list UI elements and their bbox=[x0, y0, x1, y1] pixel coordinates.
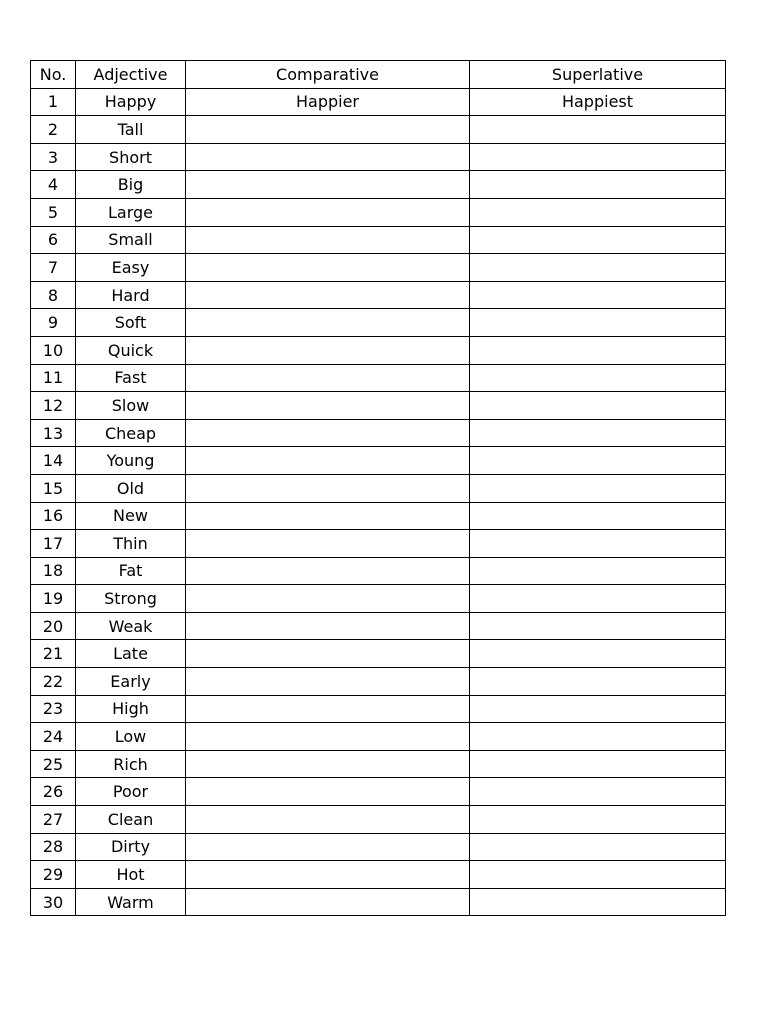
adjective-cell: Soft bbox=[76, 309, 186, 337]
adjective-cell: Dirty bbox=[76, 833, 186, 861]
table-header-row bbox=[31, 61, 726, 89]
comparative-answer-cell[interactable] bbox=[186, 419, 470, 447]
table-row bbox=[31, 198, 726, 226]
table-row bbox=[31, 419, 726, 447]
superlative-answer-cell[interactable] bbox=[470, 888, 726, 916]
comparative-answer-cell[interactable]: Happier bbox=[186, 88, 470, 116]
row-number-cell: 9 bbox=[31, 309, 76, 337]
comparative-answer-cell[interactable] bbox=[186, 640, 470, 668]
superlative-answer-cell[interactable] bbox=[470, 778, 726, 806]
superlative-answer-cell[interactable] bbox=[470, 806, 726, 834]
comparative-answer-cell[interactable] bbox=[186, 116, 470, 144]
superlative-answer-cell[interactable] bbox=[470, 392, 726, 420]
comparative-answer-cell[interactable] bbox=[186, 888, 470, 916]
comparative-answer-cell[interactable] bbox=[186, 226, 470, 254]
comparative-answer-cell[interactable] bbox=[186, 143, 470, 171]
comparative-answer-cell[interactable] bbox=[186, 392, 470, 420]
comparative-answer-cell[interactable] bbox=[186, 612, 470, 640]
comparative-answer-cell[interactable] bbox=[186, 336, 470, 364]
table-row bbox=[31, 806, 726, 834]
comparative-answer-cell[interactable] bbox=[186, 171, 470, 199]
comparative-answer-cell[interactable] bbox=[186, 723, 470, 751]
table-row bbox=[31, 750, 726, 778]
header-comparative: Comparative bbox=[186, 61, 470, 89]
superlative-answer-cell[interactable] bbox=[470, 254, 726, 282]
comparative-answer-cell[interactable] bbox=[186, 198, 470, 226]
superlative-answer-cell[interactable]: Happiest bbox=[470, 88, 726, 116]
comparative-answer-cell[interactable] bbox=[186, 530, 470, 558]
adjective-cell: New bbox=[76, 502, 186, 530]
row-number-cell: 6 bbox=[31, 226, 76, 254]
adjective-cell: Weak bbox=[76, 612, 186, 640]
table-row bbox=[31, 695, 726, 723]
table-row bbox=[31, 612, 726, 640]
comparative-answer-cell[interactable] bbox=[186, 668, 470, 696]
table-row bbox=[31, 833, 726, 861]
comparative-answer-cell[interactable] bbox=[186, 447, 470, 475]
table-row bbox=[31, 336, 726, 364]
adjective-cell: Happy bbox=[76, 88, 186, 116]
adjective-worksheet-table bbox=[30, 60, 726, 916]
comparative-answer-cell[interactable] bbox=[186, 833, 470, 861]
superlative-answer-cell[interactable] bbox=[470, 612, 726, 640]
superlative-answer-cell[interactable] bbox=[470, 833, 726, 861]
row-number-cell: 30 bbox=[31, 888, 76, 916]
superlative-answer-cell[interactable] bbox=[470, 336, 726, 364]
row-number-cell: 2 bbox=[31, 116, 76, 144]
superlative-answer-cell[interactable] bbox=[470, 640, 726, 668]
adjective-cell: Slow bbox=[76, 392, 186, 420]
superlative-answer-cell[interactable] bbox=[470, 695, 726, 723]
adjective-cell: Short bbox=[76, 143, 186, 171]
table-row bbox=[31, 723, 726, 751]
header-no: No. bbox=[31, 61, 76, 89]
table-row bbox=[31, 254, 726, 282]
row-number-cell: 27 bbox=[31, 806, 76, 834]
row-number-cell: 3 bbox=[31, 143, 76, 171]
table-row bbox=[31, 474, 726, 502]
adjective-cell: Thin bbox=[76, 530, 186, 558]
row-number-cell: 12 bbox=[31, 392, 76, 420]
adjective-cell: Quick bbox=[76, 336, 186, 364]
superlative-answer-cell[interactable] bbox=[470, 447, 726, 475]
adjective-cell: Hot bbox=[76, 861, 186, 889]
row-number-cell: 16 bbox=[31, 502, 76, 530]
row-number-cell: 23 bbox=[31, 695, 76, 723]
superlative-answer-cell[interactable] bbox=[470, 723, 726, 751]
table-body bbox=[31, 88, 726, 916]
superlative-answer-cell[interactable] bbox=[470, 750, 726, 778]
row-number-cell: 13 bbox=[31, 419, 76, 447]
table-row bbox=[31, 888, 726, 916]
row-number-cell: 14 bbox=[31, 447, 76, 475]
table-row bbox=[31, 557, 726, 585]
comparative-answer-cell[interactable] bbox=[186, 585, 470, 613]
adjective-cell: Low bbox=[76, 723, 186, 751]
table-row bbox=[31, 668, 726, 696]
adjective-cell: Late bbox=[76, 640, 186, 668]
table-row bbox=[31, 392, 726, 420]
header-superlative: Superlative bbox=[470, 61, 726, 89]
adjective-cell: Strong bbox=[76, 585, 186, 613]
adjective-cell: Early bbox=[76, 668, 186, 696]
superlative-answer-cell[interactable] bbox=[470, 116, 726, 144]
row-number-cell: 26 bbox=[31, 778, 76, 806]
superlative-answer-cell[interactable] bbox=[470, 557, 726, 585]
table-row bbox=[31, 88, 726, 116]
row-number-cell: 18 bbox=[31, 557, 76, 585]
adjective-cell: Clean bbox=[76, 806, 186, 834]
comparative-answer-cell[interactable] bbox=[186, 861, 470, 889]
row-number-cell: 25 bbox=[31, 750, 76, 778]
superlative-answer-cell[interactable] bbox=[470, 198, 726, 226]
adjective-cell: Tall bbox=[76, 116, 186, 144]
row-number-cell: 28 bbox=[31, 833, 76, 861]
comparative-answer-cell[interactable] bbox=[186, 364, 470, 392]
comparative-answer-cell[interactable] bbox=[186, 254, 470, 282]
adjective-cell: Easy bbox=[76, 254, 186, 282]
adjective-cell: Hard bbox=[76, 281, 186, 309]
row-number-cell: 1 bbox=[31, 88, 76, 116]
superlative-answer-cell[interactable] bbox=[470, 585, 726, 613]
table-row bbox=[31, 640, 726, 668]
row-number-cell: 4 bbox=[31, 171, 76, 199]
comparative-answer-cell[interactable] bbox=[186, 750, 470, 778]
superlative-answer-cell[interactable] bbox=[470, 309, 726, 337]
row-number-cell: 17 bbox=[31, 530, 76, 558]
adjective-cell: Young bbox=[76, 447, 186, 475]
adjective-cell: Fat bbox=[76, 557, 186, 585]
superlative-answer-cell[interactable] bbox=[470, 861, 726, 889]
adjective-cell: Rich bbox=[76, 750, 186, 778]
comparative-answer-cell[interactable] bbox=[186, 695, 470, 723]
superlative-answer-cell[interactable] bbox=[470, 502, 726, 530]
superlative-answer-cell[interactable] bbox=[470, 143, 726, 171]
table-row bbox=[31, 447, 726, 475]
adjective-cell: Big bbox=[76, 171, 186, 199]
row-number-cell: 29 bbox=[31, 861, 76, 889]
adjective-cell: Cheap bbox=[76, 419, 186, 447]
superlative-answer-cell[interactable] bbox=[470, 530, 726, 558]
comparative-answer-cell[interactable] bbox=[186, 474, 470, 502]
row-number-cell: 19 bbox=[31, 585, 76, 613]
row-number-cell: 24 bbox=[31, 723, 76, 751]
adjective-cell: Warm bbox=[76, 888, 186, 916]
adjective-cell: Small bbox=[76, 226, 186, 254]
adjective-cell: Old bbox=[76, 474, 186, 502]
comparative-answer-cell[interactable] bbox=[186, 502, 470, 530]
table-row bbox=[31, 143, 726, 171]
adjective-cell: Fast bbox=[76, 364, 186, 392]
row-number-cell: 11 bbox=[31, 364, 76, 392]
adjective-cell: Large bbox=[76, 198, 186, 226]
superlative-answer-cell[interactable] bbox=[470, 364, 726, 392]
row-number-cell: 20 bbox=[31, 612, 76, 640]
superlative-answer-cell[interactable] bbox=[470, 171, 726, 199]
row-number-cell: 10 bbox=[31, 336, 76, 364]
comparative-answer-cell[interactable] bbox=[186, 281, 470, 309]
comparative-answer-cell[interactable] bbox=[186, 778, 470, 806]
comparative-answer-cell[interactable] bbox=[186, 806, 470, 834]
row-number-cell: 5 bbox=[31, 198, 76, 226]
superlative-answer-cell[interactable] bbox=[470, 668, 726, 696]
superlative-answer-cell[interactable] bbox=[470, 226, 726, 254]
superlative-answer-cell[interactable] bbox=[470, 419, 726, 447]
table-row bbox=[31, 116, 726, 144]
table-row bbox=[31, 502, 726, 530]
table-row bbox=[31, 585, 726, 613]
superlative-answer-cell[interactable] bbox=[470, 474, 726, 502]
row-number-cell: 15 bbox=[31, 474, 76, 502]
table-row bbox=[31, 778, 726, 806]
row-number-cell: 8 bbox=[31, 281, 76, 309]
table-row bbox=[31, 530, 726, 558]
table-row bbox=[31, 861, 726, 889]
table-row bbox=[31, 309, 726, 337]
superlative-answer-cell[interactable] bbox=[470, 281, 726, 309]
header-adjective: Adjective bbox=[76, 61, 186, 89]
adjective-cell: Poor bbox=[76, 778, 186, 806]
comparative-answer-cell[interactable] bbox=[186, 557, 470, 585]
row-number-cell: 21 bbox=[31, 640, 76, 668]
row-number-cell: 22 bbox=[31, 668, 76, 696]
table-row bbox=[31, 171, 726, 199]
row-number-cell: 7 bbox=[31, 254, 76, 282]
table-row bbox=[31, 226, 726, 254]
table-row bbox=[31, 364, 726, 392]
adjective-cell: High bbox=[76, 695, 186, 723]
table-row bbox=[31, 281, 726, 309]
comparative-answer-cell[interactable] bbox=[186, 309, 470, 337]
